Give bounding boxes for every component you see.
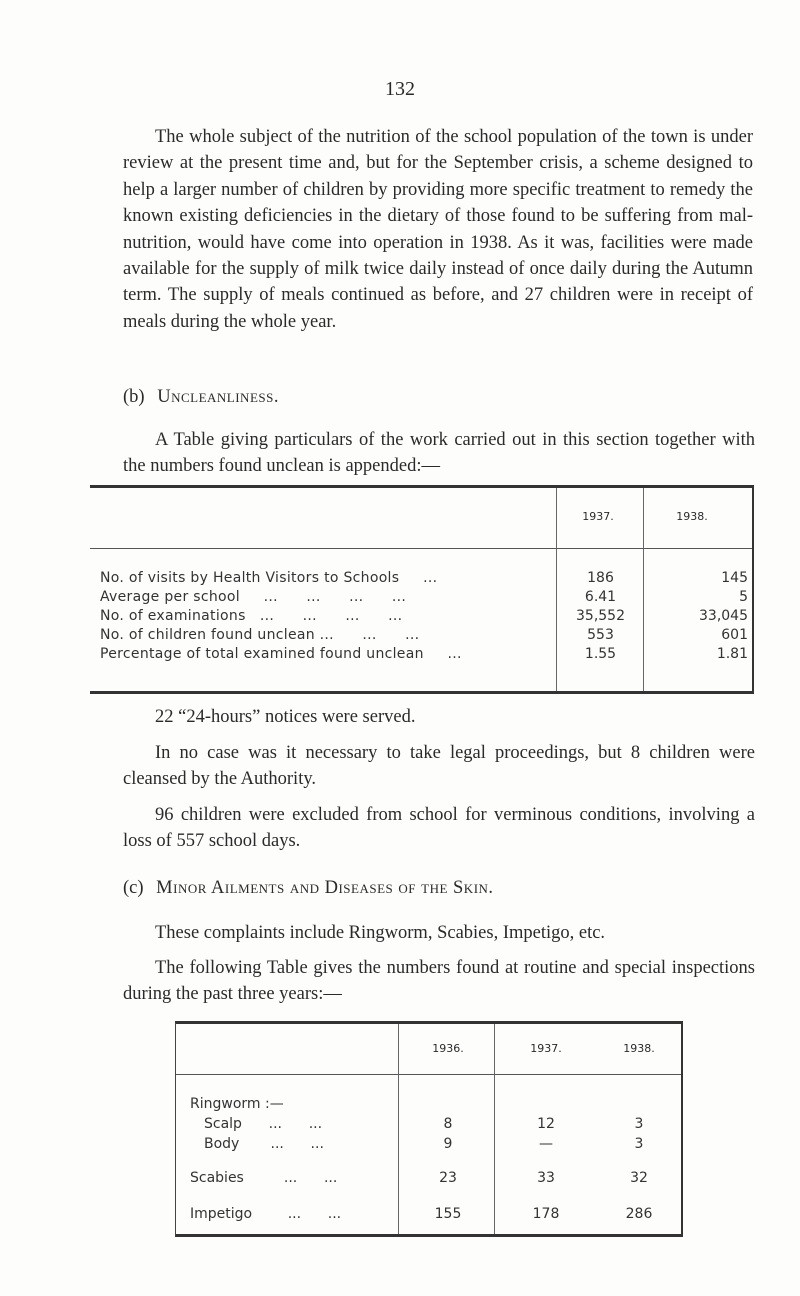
notices-served: 22 “24-hours” notices were served. [155, 707, 416, 727]
section-c-marker: (c) [123, 878, 144, 898]
cell-1938: 286 [625, 1206, 653, 1222]
cell-1938: 3 [634, 1116, 644, 1132]
row-label: Impetigo ... ... [190, 1206, 342, 1222]
legal-proceedings: In no case was it necessary to take legal proceedings, but 8 children were cleansed by the Authority. [123, 743, 755, 789]
row-label: Scabies ... ... [190, 1170, 338, 1186]
cell-1937: 186 [587, 570, 614, 586]
table-row [90, 608, 752, 627]
cell-1938: 33,045 [699, 608, 748, 624]
cell-1936: 23 [439, 1170, 457, 1186]
table-row [90, 570, 752, 589]
table-row [176, 1136, 681, 1156]
cell-1938: 5 [739, 589, 748, 605]
cell-1937: 553 [587, 627, 614, 643]
row-label: Average per school ... ... ... ... [100, 589, 407, 605]
section-c-title: Minor Ailments and Diseases of the Skin. [156, 878, 494, 898]
cell-1937: 33 [537, 1170, 555, 1186]
cell-1938: 145 [721, 570, 748, 586]
table-row [90, 646, 752, 665]
row-label: Scalp ... ... [204, 1116, 323, 1132]
table-row [176, 1170, 681, 1190]
cell-1937: 178 [532, 1206, 560, 1222]
column-header-1937: 1937. [530, 1042, 562, 1055]
table-row [176, 1116, 681, 1136]
column-header-1938: 1938. [623, 1042, 655, 1055]
cell-1936: 9 [443, 1136, 453, 1152]
section-b-marker: (b) [123, 387, 145, 407]
table-group-label [176, 1096, 681, 1116]
table-row [90, 627, 752, 646]
section-b-title: Uncleanliness. [157, 387, 279, 407]
row-label: No. of examinations ... ... ... ... [100, 608, 403, 624]
group-label-ringworm: Ringworm :— [190, 1096, 284, 1112]
cell-1937: — [539, 1136, 553, 1152]
skin-diseases-table [175, 1021, 683, 1237]
cell-1937: 1.55 [584, 646, 617, 662]
cell-1937: 35,552 [576, 608, 625, 624]
section-b-intro: A Table giving particulars of the work carried out in this section together with the numbers found unclean is appended:— [123, 430, 755, 476]
children-excluded: 96 children were excluded from school for verminous conditions, involving a loss of 557 school days. [123, 805, 755, 851]
section-c-p1: These complaints include Ringworm, Scabies, Impetigo, etc. [155, 923, 606, 943]
cell-1938: 3 [634, 1136, 644, 1152]
table-row [90, 589, 752, 608]
table-header [90, 488, 752, 549]
column-header-1936: 1936. [432, 1042, 464, 1055]
cell-1937: 12 [537, 1116, 555, 1132]
column-header-1937: 1937. [582, 510, 614, 523]
table-header [176, 1024, 681, 1075]
cell-1938: 32 [630, 1170, 648, 1186]
section-c-p2: The following Table gives the numbers found at routine and special inspections during the past three years:— [123, 958, 755, 1004]
uncleanliness-table [90, 485, 754, 694]
section-c-heading [123, 878, 494, 899]
section-b-heading [123, 387, 279, 408]
cell-1938: 1.81 [716, 646, 748, 662]
row-label: Percentage of total examined found unclean ... [100, 646, 462, 662]
row-label: Body ... ... [204, 1136, 324, 1152]
page-number: 132 [385, 78, 415, 100]
cell-1938: 601 [721, 627, 748, 643]
row-label: No. of children found unclean ... ... ... [100, 627, 420, 643]
column-header-1938: 1938. [676, 510, 708, 523]
cell-1936: 8 [443, 1116, 453, 1132]
table-row [176, 1206, 681, 1226]
row-label: No. of visits by Health Visitors to Schools ... [100, 570, 438, 586]
cell-1936: 155 [434, 1206, 462, 1222]
cell-1937: 6.41 [584, 589, 617, 605]
paragraph-nutrition: The whole subject of the nutrition of the school population of the town is under review at the present time and, but for the September crisis, a scheme designed to help a larger number of children by providing more specific treatment to remedy the known existing deficiencies in the dietary of those found to be suffering from mal-nutrition, would have come into operation in 1938. As it was, facilities were made available for the supply of milk twice daily instead of once daily during the Autumn term. The supply of meals continued as before, and 27 children were in receipt of meals during the whole year. [123, 127, 753, 332]
